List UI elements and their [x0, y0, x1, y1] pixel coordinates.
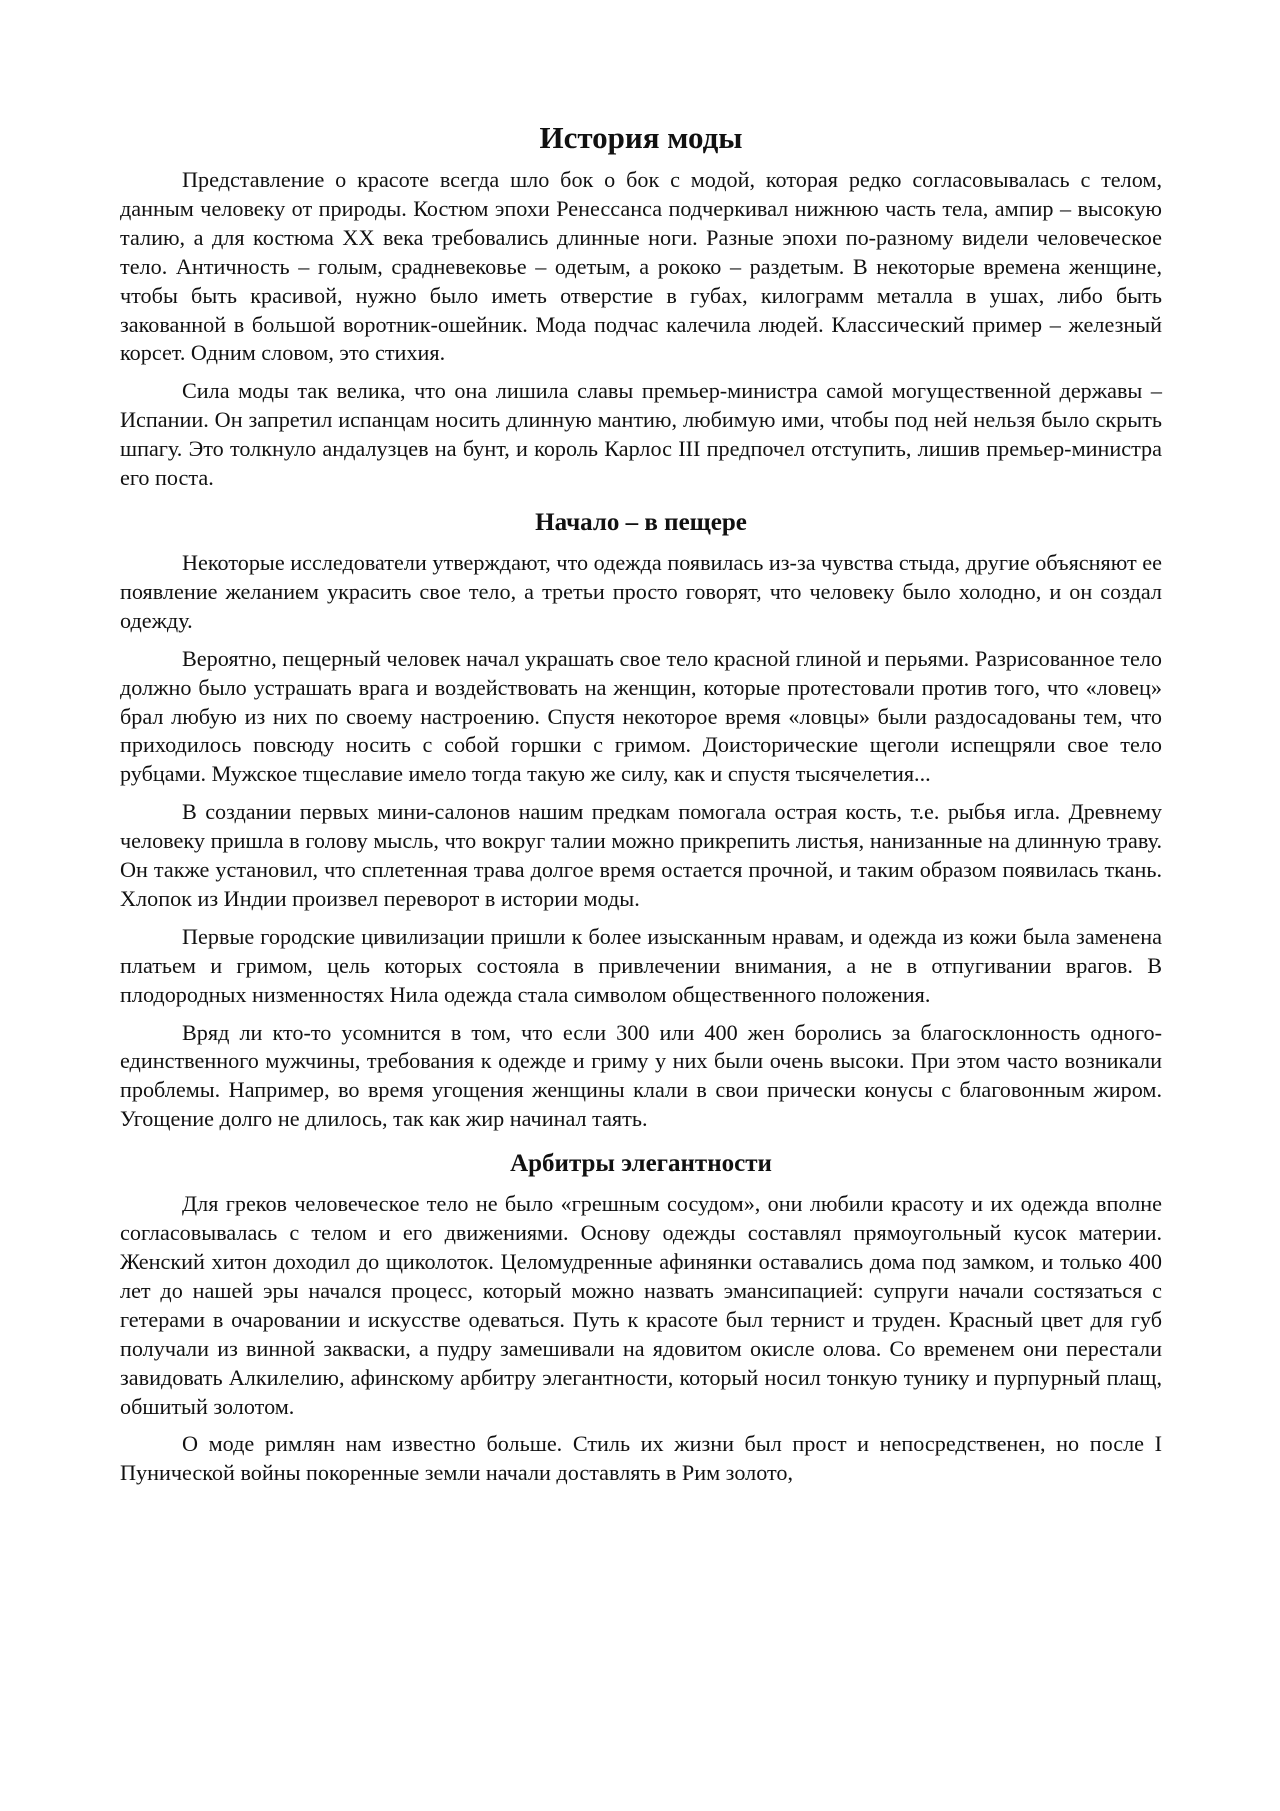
paragraph: В создании первых мини-салонов нашим предкам помогала острая кость, т.е. рыбья игла. Древнему человеку пришла в голову мысль, что вокруг талии можно прикрепить листья, нанизанные на длинную траву. Он также установил, что сплетенная трава долгое время остается прочной, и таким образом появилась ткань. Хлопок из Индии произвел переворот в истории моды.	[120, 799, 1162, 911]
document-title: История моды	[539, 120, 743, 155]
paragraph: Первые городские цивилизации пришли к более изысканным нравам, и одежда из кожи была заменена платьем и гримом, цель которых состояла в привлечении внимания, а не в отпугивании врагов. В плодородных низменностях Нила одежда стала символом общественного положения.	[120, 923, 1162, 1007]
document-page	[120, 118, 1162, 1497]
section-heading: Начало – в пещере	[535, 508, 747, 536]
paragraph: Вряд ли кто-то усомнится в том, что если 300 или 400 жен боролись за благосклонность одного-единственного мужчины, требования к одежде и гриму у них были очень высоки. При этом часто возникали проблемы. Например, во время угощения женщины клали в свои прически конусы с благовонным жиром. Угощение долго не длилось, так как жир начинал таять.	[120, 1019, 1162, 1132]
paragraph: О моде римлян нам известно больше. Стиль их жизни был прост и непосредственен, но после I Пунической войны покоренные земли начали доставлять в Рим золото,	[120, 1431, 1162, 1486]
paragraph: Вероятно, пещерный человек начал украшать свое тело красной глиной и перьями. Разрисованное тело должно было устрашать врага и воздействовать на женщин, которые протестовали против того, что «ловец» брал любую из них по своему настроению. Спустя некоторое время «ловцы» были раздосадованы тем, что приходилось повсюду носить с собой горшки с гримом. Доисторические щеголи испещряли свое тело рубцами. Мужское тщеславие имело тогда такую же силу, как и спустя тысячелетия...	[120, 645, 1162, 787]
paragraph: Представление о красоте всегда шло бок о бок с модой, которая редко согласовывалась с телом, данным человеку от природы. Костюм эпохи Ренессанса подчеркивал нижнюю часть тела, ампир – высокую талию, а для костюма XX века требовались длинные ноги. Разные эпохи по-разному видели человеческое тело. Античность – голым, срадневековье – одетым, а рококо – раздетым. В некоторые времена женщине, чтобы быть красивой, нужно было иметь отверстие в губах, килограмм металла в ушах, либо быть закованной в большой воротник-ошейник. Мода подчас калечила людей. Классический пример – железный корсет. Одним словом, это стихия.	[120, 167, 1162, 366]
paragraph: Для греков человеческое тело не было «грешным сосудом», они любили красоту и их одежда вполне согласовывалась с телом и его движениями. Основу одежды составлял прямоугольный кусок материи. Женский хитон доходил до щиколоток. Целомудренные афинянки оставались дома под замком, и только 400 лет до нашей эры начался процесс, который можно назвать эмансипацией: супруги начали состязаться с гетерами в очаровании и искусстве одеваться. Путь к красоте был тернист и труден. Красный цвет для губ получали из винной закваски, а пудру замешивали на ядовитом окисле олова. Со временем они перестали завидовать Алкилелию, афинскому арбитру элегантности, который носил тонкую тунику и пурпурный плащ, обшитый золотом.	[120, 1191, 1162, 1419]
paragraph: Сила моды так велика, что она лишила славы премьер-министра самой могущественной державы – Испании. Он запретил испанцам носить длинную мантию, любимую ими, чтобы под ней нельзя было скрыть шпагу. Это толкнуло андалузцев на бунт, и король Карлос III предпочел отступить, лишив премьер-министра его поста.	[120, 378, 1162, 491]
section-heading: Арбитры элегантности	[510, 1150, 772, 1178]
paragraph: Некоторые исследователи утверждают, что одежда появилась из-за чувства стыда, другие объясняют ее появление желанием украсить свое тело, а третьи просто говорят, что человеку было холодно, и он создал одежду.	[120, 549, 1162, 633]
